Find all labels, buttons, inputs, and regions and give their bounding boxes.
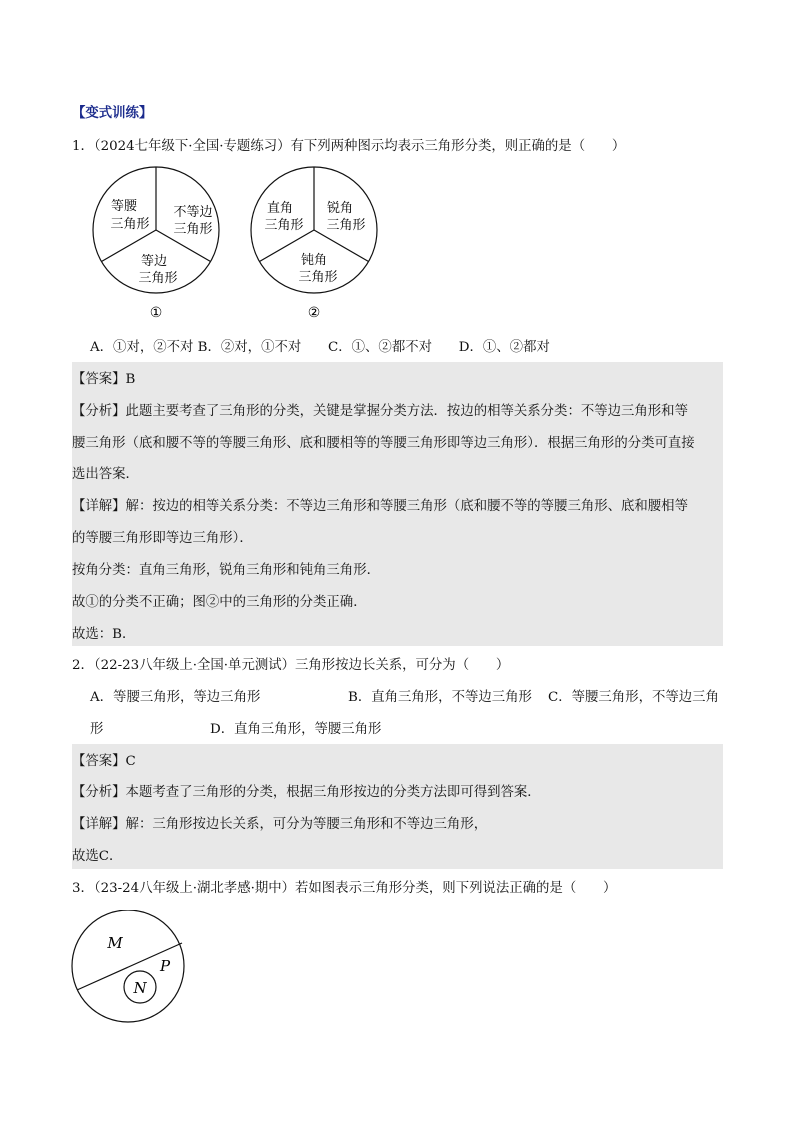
- q2-detail-line: 故选C．: [72, 849, 123, 864]
- q1-detail-line: 【详解】解：按边的相等关系分类：不等边三角形和等腰三角形（底和腰不等的等腰三角形、底和腰相等: [72, 499, 688, 514]
- q1-stem: 1．（2024七年级下·全国·专题练习）有下列两种图示均表示三角形分类，则正确的是（ ）: [72, 139, 626, 154]
- q2-answer: 【答案】C: [72, 754, 136, 769]
- region-label-p: P: [159, 957, 171, 975]
- q1-detail-line: 的等腰三角形即等边三角形）．: [72, 531, 253, 546]
- q1-analysis-line: 选出答案．: [72, 467, 139, 482]
- q2-option-b: B．直角三角形，不等边三角形: [348, 690, 532, 705]
- q1-options: A．①对，②不对 B．②对，①不对 C．①、②都不对 D．①、②都对: [90, 340, 550, 355]
- sector-label: 钝角: [300, 253, 328, 268]
- region-label-m: M: [107, 934, 123, 952]
- q2-stem: 2．（22-23八年级上·全国·单元测试）三角形按边长关系，可分为（ ）: [72, 658, 510, 673]
- q2-option-a: A．等腰三角形，等边三角形: [90, 690, 261, 705]
- sector-label: 等腰: [110, 199, 138, 214]
- sector-label: 三角形: [326, 218, 366, 233]
- q2-option-d: D．直角三角形，等腰三角形: [210, 722, 382, 737]
- q3-stem: 3．（23-24八年级上·湖北孝感·期中）若如图表示三角形分类，则下列说法正确的是（ ）: [72, 881, 617, 896]
- section-title: 【变式训练】: [72, 105, 153, 121]
- q2-option-c: C．等腰三角形，不等边三角: [548, 690, 719, 705]
- q3-figure: [70, 910, 190, 1025]
- q1-detail-line: 故选：B．: [72, 627, 136, 642]
- sector-label: 三角形: [110, 217, 150, 232]
- q1-figure-1: [90, 165, 225, 320]
- figure-label: ①: [149, 305, 163, 320]
- sector-label: 三角形: [138, 271, 178, 286]
- sector-label: 三角形: [173, 222, 213, 237]
- sector-label: 等边: [140, 254, 168, 269]
- q1-figure-2: [248, 165, 383, 320]
- q2-option-c-cont: 形: [90, 722, 104, 737]
- q2-solution-background: [72, 744, 723, 869]
- sector-label: 三角形: [264, 218, 304, 233]
- sector-label: 三角形: [298, 270, 338, 285]
- q2-detail-line: 【详解】解：三角形按边长关系，可分为等腰三角形和不等边三角形，: [72, 817, 488, 832]
- q1-analysis-line: 腰三角形（底和腰不等的等腰三角形、底和腰相等的等腰三角形即等边三角形）．根据三角形的分类可直接: [72, 436, 695, 451]
- figure-label: ②: [307, 305, 321, 320]
- q1-analysis-line: 【分析】此题主要考查了三角形的分类，关键是掌握分类方法．按边的相等关系分类：不等边三角形和等: [72, 404, 688, 419]
- sector-label: 直角: [266, 201, 294, 216]
- sector-label: 锐角: [326, 201, 354, 216]
- region-label-n: N: [133, 979, 147, 997]
- q1-answer: 【答案】B: [72, 372, 136, 387]
- q1-detail-line: 故①的分类不正确；图②中的三角形的分类正确．: [72, 595, 367, 610]
- q1-detail-line: 按角分类：直角三角形，锐角三角形和钝角三角形．: [72, 563, 380, 578]
- q2-analysis: 【分析】本题考查了三角形的分类，根据三角形按边的分类方法即可得到答案．: [72, 785, 541, 800]
- sector-label: 不等边: [173, 205, 213, 220]
